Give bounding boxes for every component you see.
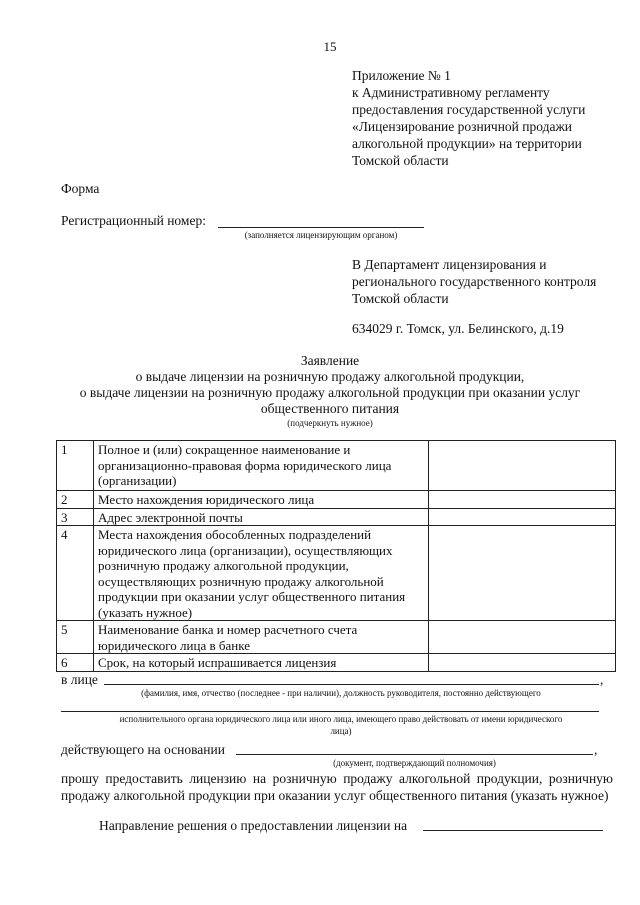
reg-number-label: Регистрационный номер: bbox=[61, 213, 206, 228]
table-row bbox=[57, 526, 616, 621]
addressee-address: 634029 г. Томск, ул. Белинского, д.19 bbox=[352, 321, 564, 336]
addressee-line: регионального государственного контроля bbox=[352, 274, 597, 289]
addressee-line: Томской области bbox=[352, 291, 449, 306]
appendix-line: «Лицензирование розничной продажи bbox=[352, 119, 573, 134]
basis-suffix: , bbox=[594, 742, 598, 757]
row-number: 1 bbox=[57, 441, 94, 491]
direction-field[interactable] bbox=[423, 830, 603, 831]
page-number: 15 bbox=[323, 39, 337, 54]
reg-number-field[interactable] bbox=[218, 227, 424, 228]
row-number: 2 bbox=[57, 491, 94, 509]
row-label: Места нахождения обособленных подразделений юридического лица (организации), осуществляющих розничную продажу алкогольной продукции, осуществляющих розничную продажу алкогольной продукции при оказании услуг общественного питания (указать нужное) bbox=[94, 526, 429, 621]
table-row bbox=[57, 621, 616, 654]
appendix-line: Приложение № 1 bbox=[352, 68, 451, 83]
request-paragraph: прошу предоставить лицензию на розничную продажу алкогольной продукции, розничную продажу алкогольной продукции при оказании услуг общественного питания (указать нужное) bbox=[61, 771, 613, 803]
person-note-1: (фамилия, имя, отчество (последнее - при наличии), должность руководителя, постоянно действующего bbox=[141, 688, 541, 698]
direction-label: Направление решения о предоставлении лицензии на bbox=[99, 818, 408, 833]
title-line: о выдаче лицензии на розничную продажу алкогольной продукции, bbox=[135, 369, 525, 384]
basis-field[interactable] bbox=[236, 754, 593, 755]
row-label: Срок, на который испрашивается лицензия bbox=[94, 654, 429, 672]
row-label: Адрес электронной почты bbox=[94, 508, 429, 526]
appendix-line: Томской области bbox=[352, 153, 449, 168]
table-row bbox=[57, 441, 616, 491]
person-note-2: исполнительного органа юридического лица или иного лица, имеющего право действовать от имени юридического bbox=[119, 714, 563, 724]
person-suffix: , bbox=[600, 672, 604, 687]
person-prefix: в лице bbox=[61, 672, 98, 687]
basis-note: (документ, подтверждающий полномочия) bbox=[333, 758, 496, 768]
person-field[interactable] bbox=[104, 684, 599, 685]
title-note: (подчеркнуть нужное) bbox=[287, 418, 373, 428]
table-row bbox=[57, 654, 616, 672]
row-value-field[interactable] bbox=[429, 441, 616, 491]
appendix-line: алкогольной продукции» на территории bbox=[352, 136, 582, 151]
addressee-block bbox=[352, 256, 596, 307]
person-field-2[interactable] bbox=[61, 711, 599, 712]
row-value-field[interactable] bbox=[429, 621, 616, 654]
row-number: 3 bbox=[57, 508, 94, 526]
appendix-line: предоставления государственной услуги bbox=[352, 102, 586, 117]
application-title bbox=[40, 353, 620, 429]
title-line: о выдаче лицензии на розничную продажу алкогольной продукции при оказании услуг bbox=[79, 385, 581, 400]
basis-prefix: действующего на основании bbox=[61, 742, 225, 757]
row-number: 6 bbox=[57, 654, 94, 672]
table-row bbox=[57, 508, 616, 526]
application-table bbox=[56, 440, 616, 672]
row-label: Полное и (или) сокращенное наименование и организационно-правовая форма юридического лица (организации) bbox=[94, 441, 429, 491]
table-row bbox=[57, 491, 616, 509]
row-value-field[interactable] bbox=[429, 526, 616, 621]
title-line: общественного питания bbox=[260, 401, 400, 416]
reg-number-note: (заполняется лицензирующим органом) bbox=[244, 230, 398, 240]
row-value-field[interactable] bbox=[429, 491, 616, 509]
addressee-line: В Департамент лицензирования и bbox=[352, 257, 547, 272]
row-number: 5 bbox=[57, 621, 94, 654]
row-label: Место нахождения юридического лица bbox=[94, 491, 429, 509]
row-value-field[interactable] bbox=[429, 654, 616, 672]
form-label: Форма bbox=[61, 181, 100, 196]
title-line: Заявление bbox=[300, 353, 360, 368]
row-label: Наименование банка и номер расчетного счета юридического лица в банке bbox=[94, 621, 429, 654]
row-value-field[interactable] bbox=[429, 508, 616, 526]
appendix-line: к Административному регламенту bbox=[352, 85, 550, 100]
row-number: 4 bbox=[57, 526, 94, 621]
person-note-3: лица) bbox=[330, 726, 352, 736]
appendix-block bbox=[352, 67, 585, 169]
